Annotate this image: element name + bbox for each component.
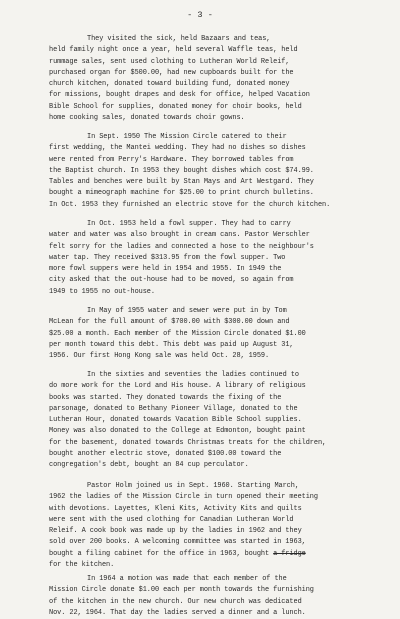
text-line: sold over 200 books. A welcoming committee was started in 1963, (49, 538, 306, 547)
text-line: water tap. They received $313.95 from the fowl supper. Two (49, 253, 286, 262)
text-line: do more work for the Lord and His house. A library of religious (49, 382, 306, 391)
text-line: per month toward this debt. This debt was paid up August 31, (49, 340, 294, 349)
text-line: In Sept. 1950 The Mission Circle catered to their (87, 133, 287, 141)
text-line: city asked that the out-house had to be moved, so again from (49, 276, 294, 285)
text-line: books was started. They donated towards the fixing of the (49, 393, 282, 402)
text-line: McLean for the full amount of $700.00 with $300.00 down and (49, 318, 290, 327)
text-line: rummage sales, sent used clothing to Lutheran World Releif, (49, 57, 290, 66)
text-line: held family night once a year, held several Waffle teas, held (49, 46, 298, 55)
text-line: for the basement, donated towards Christmas treats for the children, (49, 438, 327, 447)
text-line: Money was also donated to the College at Edmonton, bought paint (49, 427, 306, 436)
paragraph-activities (49, 34, 389, 124)
paragraph-first-wedding (49, 132, 389, 211)
text-line: In Oct. 1953 held a fowl supper. They had to carry (87, 220, 291, 228)
text-line: 1962 the ladies of the Mission Circle in turn opened their meeting (49, 493, 318, 502)
text-line: They visited the sick, held Bazaars and teas, (87, 35, 271, 43)
text-line: Mission Circle donate $1.00 each per month towards the furnishing (49, 586, 314, 595)
text-line: In the sixties and seventies the ladies continued to (87, 371, 299, 379)
text-line: felt sorry for the ladies and connected a hose to the neighbour's (49, 242, 314, 251)
text-line: Pastor Holm joined us in Sept. 1960. Starting March, (87, 482, 299, 490)
text-line: Tables and benches were built by Stan Mays and Art Westgard. They (49, 178, 314, 187)
text-line: Lutheran Hour, donated towards Vacation Bible School supplies. (49, 416, 302, 425)
text-line: for missions, bought drapes and desk for office, helped Vacation (49, 91, 310, 100)
text-line: for the kitchen. (49, 561, 115, 570)
text-line: of the kitchen in the new church. Our new church was dedicated (49, 597, 302, 606)
text-line: $25.00 a month. Each member of the Mission Circle donated $1.00 (49, 329, 306, 338)
text-line: In Oct. 1953 they furnished an electric stove for the church kitchen. (49, 200, 331, 209)
text-line: the Baptist church. In 1953 they bought dishes which cost $74.99. (49, 166, 314, 175)
text-line: church kitchen, donated toward building fund, donated money (49, 80, 290, 89)
paragraph-sixties-seventies (49, 370, 389, 472)
text-line: 1956. Our first Hong Kong sale was held Oct. 28, 1959. (49, 352, 270, 361)
text-line: Releif. A cook book was made up by the ladies in 1962 and they (49, 527, 302, 536)
paragraph-water-sewer (49, 306, 389, 362)
text-line: were rented from Perry's Hardware. They borrowed tables from (49, 155, 294, 164)
text-line-with-strikethrough (49, 549, 389, 560)
text-line: water and water was also brought in cream cans. Pastor Werschler (49, 231, 310, 240)
paragraph-pastor-holm (49, 481, 389, 571)
text-line: purchased organ for $500.00, had new cupboards built for the (49, 68, 294, 77)
text-line: Nov. 22, 1964. That day the ladies served a dinner and a lunch. (49, 608, 306, 617)
text-line: bought a mimeograph machine for $25.00 to print church bulletins. (49, 189, 314, 198)
text-line: bought another electric stove, donated $100.00 toward the (49, 450, 282, 459)
text-line: with devotions. Layettes, Kleni Kits, Activity Kits and quilts (49, 504, 302, 513)
text-line: In 1964 a motion was made that each member of the (87, 575, 287, 583)
text-line: 1949 to 1955 no out-house. (49, 287, 155, 296)
text-line: first wedding, the Mantei wedding. They had no dishes so dishes (49, 144, 306, 153)
struck-text: a fridge (273, 549, 306, 558)
paragraph-new-church (49, 574, 389, 619)
text-fragment: bought a filing cabinet for the office in 1963, bought (49, 549, 274, 558)
text-line: Bible School for supplies, donated money for choir books, held (49, 102, 302, 111)
text-line: congregation's debt, bought an 84 cup perculator. (49, 461, 249, 470)
paragraph-fowl-supper (49, 219, 389, 298)
text-line: home cooking sales, donated towards choir gowns. (49, 114, 245, 123)
text-line: In May of 1955 water and sewer were put in by Tom (87, 307, 287, 315)
text-line: parsonage, donated to Bethany Pioneer Village, donated to the (49, 404, 298, 413)
text-line: were sent with the used clothing for Canadian Lutheran World (49, 515, 294, 524)
text-line: more fowl suppers were held in 1954 and 1955. In 1949 the (49, 265, 282, 274)
page-number: - 3 - (187, 10, 213, 20)
